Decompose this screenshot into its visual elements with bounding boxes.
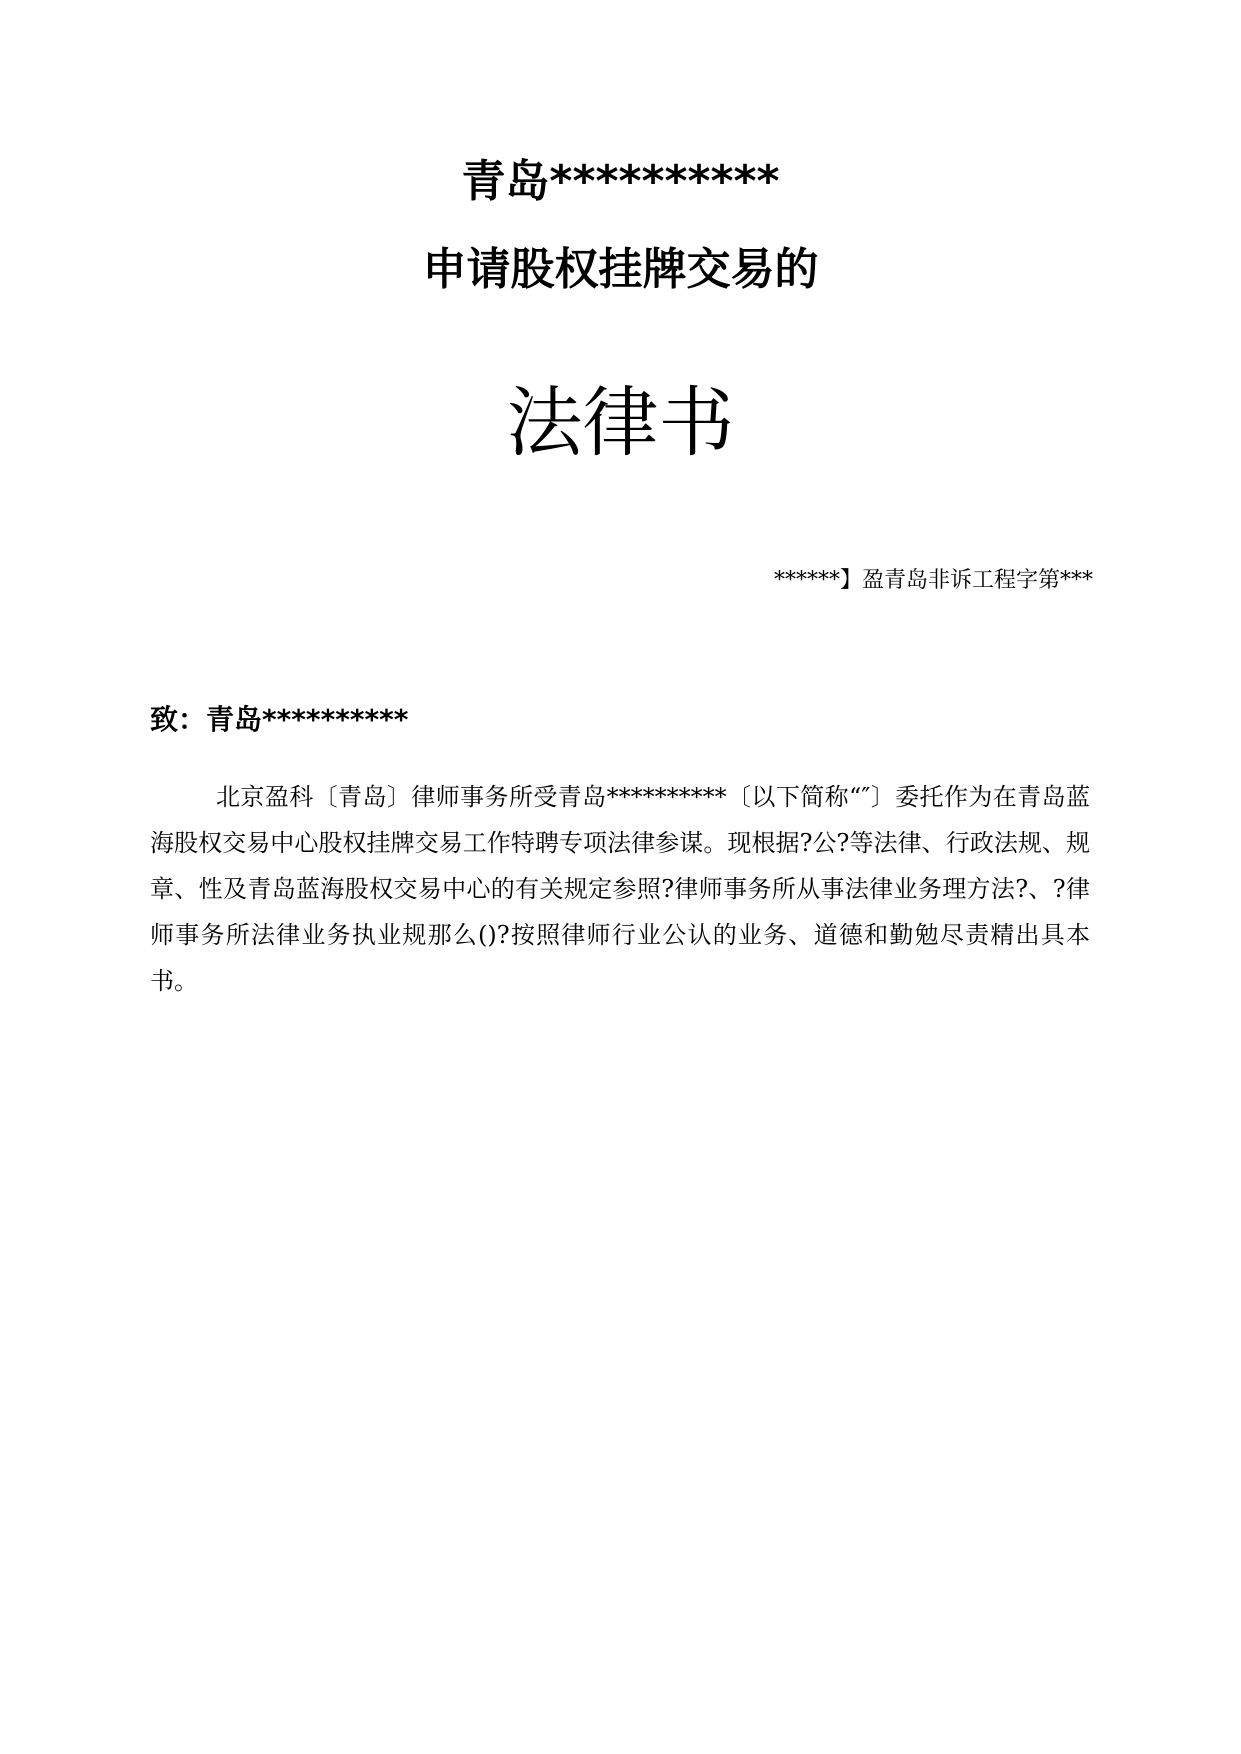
title-company: 青岛********** [461,156,780,207]
reference-number: ******】盈青岛非诉工程字第*** [773,568,1093,593]
title-document-type: 法律书 [506,378,735,467]
body-paragraph: 北京盈科〔青岛〕律师事务所受青岛**********〔以下简称“″〕委托作为在青岛蓝海股权交易中心股权挂牌交易工作特聘专项法律参谋。现根据?公?等法律、行政法规、规章、性及青岛蓝海股权交易中心的有关规定参照?律师事务所从事法律业务理方法?、?律师事务所法律业务执业规那么()?按照律师行业公认的业务、道德和勤勉尽责精出具本书。 [150,783,1090,995]
title-subject: 申请股权挂牌交易的 [422,244,819,295]
addressee: 致：青岛********** [150,703,409,736]
